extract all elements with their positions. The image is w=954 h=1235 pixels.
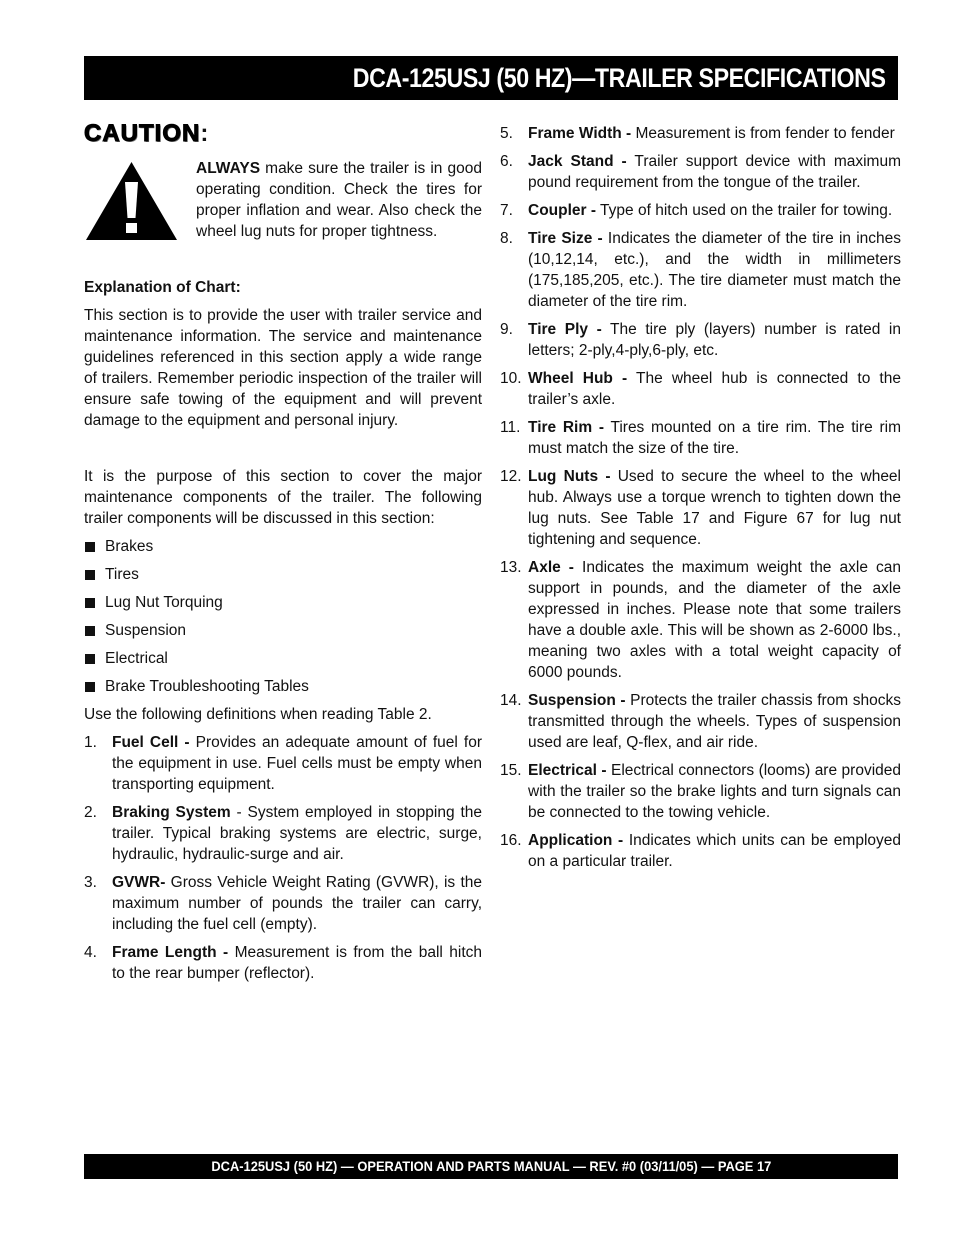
definition-item: 5. Frame Width - Measurement is from fender to fender: [500, 125, 895, 142]
square-bullet-icon: [85, 682, 95, 692]
definition-item: 14. Suspension - Protects the trailer chassis from shocks transmitted through the wheels. Types of suspension used are leaf, Q-flex, and air ride.: [500, 692, 901, 751]
page-title: DCA-125USJ (50 HZ)—TRAILER SPECIFICATIONS: [353, 63, 886, 93]
caution-body: make sure the trailer is in good operating condition. Check the tires for proper inflation and wear. Also check the wheel lug nuts for proper tightness.: [196, 160, 482, 240]
explanation-subheading: Explanation of Chart:: [84, 279, 241, 296]
caution-word: CAUTION: [84, 120, 201, 147]
bullet-item: Brakes: [84, 536, 482, 557]
left-column: [84, 277, 482, 991]
definition-item: 13. Axle - Indicates the maximum weight the axle can support in pounds, and the diameter of the axle expressed in inches. Please note that some trailers have a double axle. This will be shown as 2-6000 lbs., meaning two axles with a total weight capacity of 6000 pounds.: [500, 559, 901, 681]
definition-item: 10. Wheel Hub - The wheel hub is connected to the trailer’s axle.: [500, 370, 901, 408]
definition-item: 16. Application - Indicates which units can be employed on a particular trailer.: [500, 832, 902, 870]
definition-item: 9. Tire Ply - The tire ply (layers) number is rated in letters; 2-ply,4-ply,6-ply, etc.: [500, 321, 901, 359]
bullet-item: Brake Troubleshooting Tables: [84, 676, 482, 697]
footer-text: DCA-125USJ (50 HZ) — OPERATION AND PARTS MANUAL — REV. #0 (03/11/05) — PAGE 17: [211, 1158, 771, 1174]
caution-heading: [84, 120, 209, 148]
paragraph-intro: This section is to provide the user with trailer service and maintenance information. The service and maintenance guidelines referenced in this section apply a wide range of trailers. Remember periodic inspection of the trailer will ensure safe towing of the equipment and will prevent damage to the equipment and personal injury.: [84, 307, 482, 429]
definition-item: 2. Braking System - System employed in stopping the trailer. Typical braking systems are electric, surge, hydraulic, hydraulic-surge and air.: [84, 804, 482, 863]
caution-lead: ALWAYS: [196, 160, 261, 177]
definition-item: 11. Tire Rim - Tires mounted on a tire rim. The tire rim must match the size of the tire.: [500, 419, 901, 457]
caution-colon: :: [200, 120, 210, 147]
paragraph-purpose: It is the purpose of this section to cover the major maintenance components of the trailer. The following trailer components will be discussed in this section:: [84, 468, 482, 527]
square-bullet-icon: [85, 626, 95, 636]
definition-item: 12. Lug Nuts - Used to secure the wheel to the wheel hub. Always use a torque wrench to tighten down the lug nuts. See Table 17 and Figure 67 for lug nut tightening and sequence.: [500, 468, 901, 548]
definition-item: 6. Jack Stand - Trailer support device with maximum pound requirement from the tongue of the trailer.: [500, 153, 901, 191]
definition-item: 8. Tire Size - Indicates the diameter of the tire in inches (10,12,14, etc.), and the width in millimeters (175,185,205, etc.). The tire diameter must match the diameter of the tire rim.: [500, 230, 902, 310]
definition-item: 4. Frame Length - Measurement is from the ball hitch to the rear bumper (reflector).: [84, 944, 483, 982]
warning-exclamation-icon: [84, 160, 179, 242]
right-column: [500, 123, 901, 879]
bullet-item: Suspension: [84, 620, 482, 641]
definition-item: 1. Fuel Cell - Provides an adequate amount of fuel for the equipment in use. Fuel cells must be empty when transporting equipment.: [84, 734, 482, 793]
square-bullet-icon: [85, 598, 95, 608]
bullet-item: Electrical: [84, 648, 482, 669]
page-header-bar: [84, 56, 898, 100]
square-bullet-icon: [85, 654, 95, 664]
bullet-item: Lug Nut Torquing: [84, 592, 482, 613]
definition-item: 3. GVWR- Gross Vehicle Weight Rating (GVWR), is the maximum number of pounds the trailer can carry, including the fuel cell (empty).: [84, 874, 482, 933]
square-bullet-icon: [85, 570, 95, 580]
bullet-item: Tires: [84, 564, 482, 585]
definition-item: 7. Coupler - Type of hitch used on the trailer for towing.: [500, 202, 893, 219]
caution-message: [196, 158, 482, 242]
definition-item: 15. Electrical - Electrical connectors (looms) are provided with the trailer so the brake lights and turn signals can be connected to the towing vehicle.: [500, 762, 901, 821]
square-bullet-icon: [85, 542, 95, 552]
page-footer-bar: [84, 1154, 898, 1179]
definitions-intro: Use the following definitions when reading Table 2.: [84, 706, 432, 723]
